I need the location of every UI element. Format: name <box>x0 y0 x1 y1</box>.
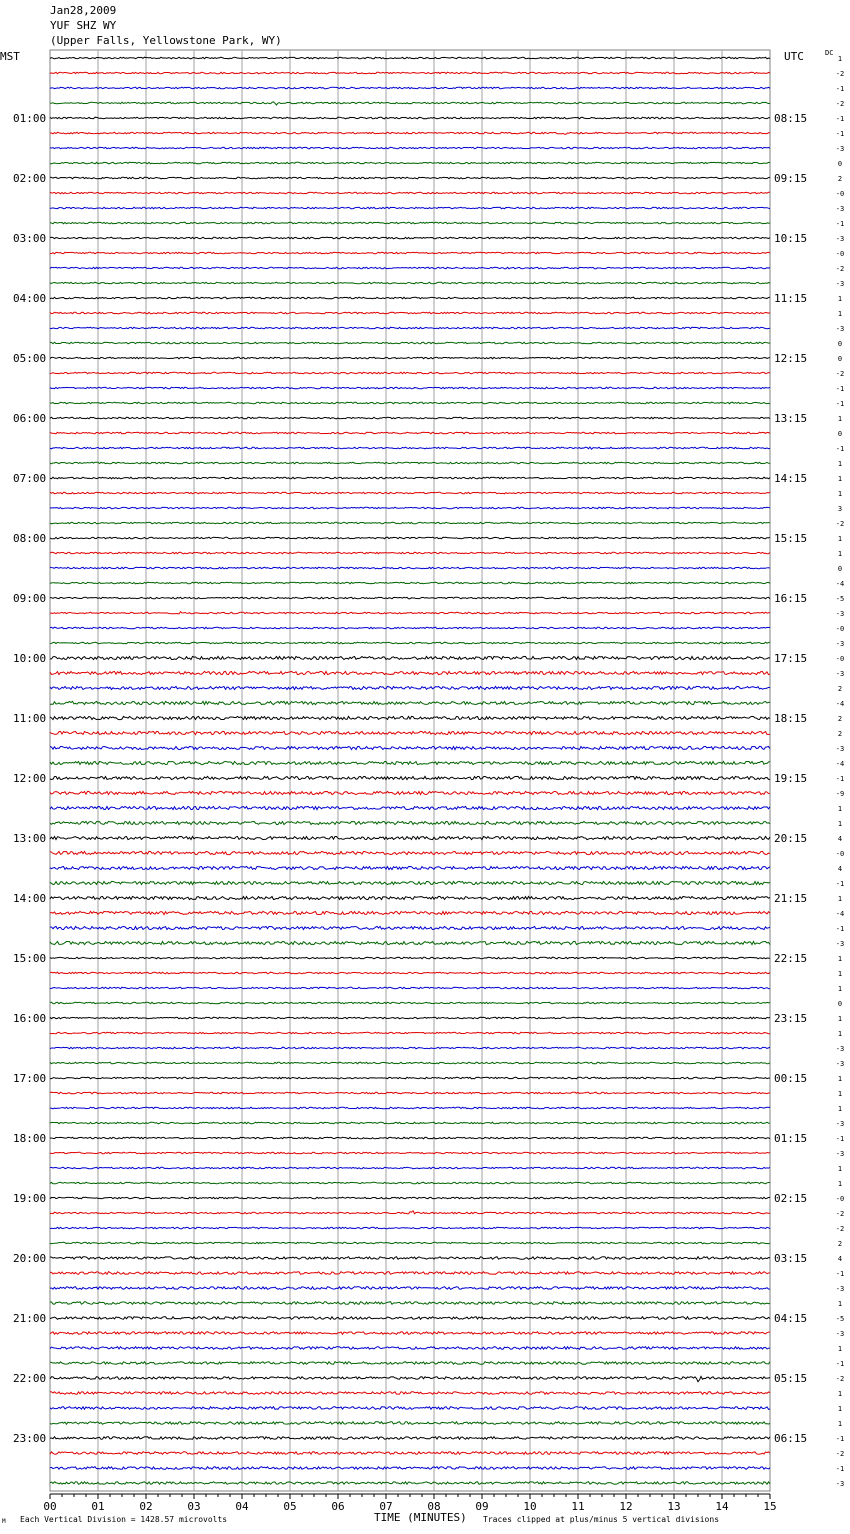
right-time-label: 14:15 <box>774 472 808 485</box>
trace-row <box>50 1437 770 1440</box>
dc-offset-label: -3 <box>835 235 845 243</box>
dc-offset-label: 1 <box>837 490 843 498</box>
trace-row <box>50 1482 770 1485</box>
dc-offset-label: -4 <box>835 580 845 588</box>
dc-offset-label: -9 <box>835 790 845 798</box>
dc-offset-label: -3 <box>835 1330 845 1338</box>
right-time-label: 16:15 <box>774 592 808 605</box>
left-time-label: 03:00 <box>13 232 47 245</box>
dc-offset-label: -3 <box>835 610 845 618</box>
right-time-label: 02:15 <box>774 1192 808 1205</box>
trace-row <box>50 552 770 554</box>
trace-row <box>50 1392 770 1395</box>
dc-offset-label: -5 <box>835 595 845 603</box>
trace-row <box>50 866 770 869</box>
trace-row <box>50 612 770 614</box>
dc-offset-label: 1 <box>837 970 843 978</box>
trace-row <box>50 1467 770 1470</box>
trace-row <box>50 746 770 749</box>
dc-offset-label: 1 <box>837 310 843 318</box>
trace-row <box>50 1257 770 1260</box>
dc-offset-label: 1 <box>837 1030 843 1038</box>
left-time-label: 04:00 <box>13 292 47 305</box>
dc-offset-label: -2 <box>835 1225 845 1233</box>
trace-row <box>50 192 770 194</box>
dc-offset-label: 4 <box>837 835 843 843</box>
trace-row <box>50 731 770 734</box>
right-time-label: 00:15 <box>774 1072 808 1085</box>
left-time-label: 12:00 <box>13 772 47 785</box>
trace-row <box>50 417 770 419</box>
trace-row <box>50 791 770 794</box>
trace-row <box>50 1032 770 1034</box>
trace-row <box>50 1362 770 1365</box>
dc-offset-label: -0 <box>835 1195 845 1203</box>
trace-row <box>50 1376 770 1381</box>
dc-offset-label: 0 <box>837 160 843 168</box>
chart-location: (Upper Falls, Yellowstone Park, WY) <box>50 34 282 47</box>
dc-offset-label: 1 <box>837 460 843 468</box>
dc-offset-label: 1 <box>837 1015 843 1023</box>
dc-offset-label: -1 <box>835 1465 845 1473</box>
dc-offset-label: -5 <box>835 1315 845 1323</box>
dc-offset-label: -2 <box>835 520 845 528</box>
x-tick-label: 08 <box>427 1500 441 1513</box>
right-time-label: 13:15 <box>774 412 808 425</box>
plot-frame <box>50 50 770 1491</box>
dc-offset-label: 2 <box>837 730 843 738</box>
chart-station: YUF SHZ WY <box>50 19 117 32</box>
dc-offset-label: 1 <box>837 1105 843 1113</box>
dc-offset-label: -3 <box>835 1045 845 1053</box>
dc-offset-label: 1 <box>837 550 843 558</box>
trace-row <box>50 1242 770 1244</box>
dc-offset-label: 2 <box>837 715 843 723</box>
dc-offset-label: 4 <box>837 1255 843 1263</box>
dc-offset-label: 0 <box>837 565 843 573</box>
dc-offset-label: 1 <box>837 1090 843 1098</box>
dc-offset-label: -1 <box>835 925 845 933</box>
trace-row <box>50 387 770 389</box>
trace-row <box>50 372 770 374</box>
left-time-label: 15:00 <box>13 952 47 965</box>
trace-row <box>50 1152 770 1154</box>
trace-row <box>50 432 770 434</box>
left-timezone-label: MST <box>0 50 20 63</box>
dc-offset-label: 1 <box>837 1075 843 1083</box>
trace-row <box>50 492 770 494</box>
x-tick-label: 01 <box>91 1500 105 1513</box>
trace-row <box>50 447 770 449</box>
trace-row <box>50 222 770 224</box>
right-timezone-label: UTC <box>784 50 804 63</box>
trace-row <box>50 207 770 209</box>
dc-offset-label: 0 <box>837 340 843 348</box>
dc-offset-label: -1 <box>835 400 845 408</box>
dc-offset-label: -0 <box>835 625 845 633</box>
left-time-label: 02:00 <box>13 172 47 185</box>
right-time-label: 15:15 <box>774 532 808 545</box>
left-time-label: 22:00 <box>13 1372 47 1385</box>
trace-row <box>50 881 770 884</box>
dc-offset-label: 1 <box>837 535 843 543</box>
x-tick-label: 04 <box>235 1500 249 1513</box>
right-time-label: 18:15 <box>774 712 808 725</box>
trace-row <box>50 1017 770 1019</box>
x-tick-label: 15 <box>763 1500 777 1513</box>
trace-row <box>50 1302 770 1305</box>
dc-offset-label: -1 <box>835 775 845 783</box>
trace-row <box>50 1347 770 1350</box>
right-time-label: 10:15 <box>774 232 808 245</box>
dc-offset-label: -2 <box>835 370 845 378</box>
right-time-label: 09:15 <box>774 172 808 185</box>
dc-offset-label: 2 <box>837 685 843 693</box>
dc-offset-label: 0 <box>837 355 843 363</box>
trace-row <box>50 312 770 314</box>
dc-offset-label: 1 <box>837 805 843 813</box>
trace-row <box>50 957 770 959</box>
dc-offset-label: 4 <box>837 865 843 873</box>
trace-row <box>50 462 770 464</box>
trace-row <box>50 177 770 179</box>
trace-row <box>50 582 770 584</box>
trace-row <box>50 237 770 239</box>
trace-row <box>50 342 770 344</box>
left-time-label: 09:00 <box>13 592 47 605</box>
right-time-label: 01:15 <box>774 1132 808 1145</box>
trace-row <box>50 716 770 719</box>
dc-offset-label: -3 <box>835 1480 845 1488</box>
dc-offset-label: -3 <box>835 670 845 678</box>
dc-offset-label: 1 <box>837 475 843 483</box>
trace-row <box>50 522 770 524</box>
trace-row <box>50 911 770 914</box>
scale-note: Each Vertical Division = 1428.57 microvolts <box>20 1515 228 1524</box>
trace-row <box>50 87 770 89</box>
trace-row <box>50 477 770 479</box>
dc-offset-label: -4 <box>835 700 845 708</box>
dc-offset-label: -2 <box>835 100 845 108</box>
left-time-label: 20:00 <box>13 1252 47 1265</box>
dc-offset-label: 0 <box>837 1000 843 1008</box>
left-time-label: 11:00 <box>13 712 47 725</box>
right-time-label: 17:15 <box>774 652 808 665</box>
trace-row <box>50 1287 770 1290</box>
trace-row <box>50 1077 770 1079</box>
trace-row <box>50 642 770 644</box>
left-time-label: 01:00 <box>13 112 47 125</box>
left-time-label: 06:00 <box>13 412 47 425</box>
trace-row <box>50 671 770 674</box>
dc-offset-label: 1 <box>837 1345 843 1353</box>
trace-row <box>50 72 770 74</box>
dc-offset-label: 1 <box>837 955 843 963</box>
dc-offset-label: 1 <box>837 1420 843 1428</box>
dc-offset-label: 1 <box>837 985 843 993</box>
dc-offset-label: -1 <box>835 1135 845 1143</box>
trace-row <box>50 57 770 59</box>
left-time-label: 07:00 <box>13 472 47 485</box>
trace-row <box>50 1317 770 1320</box>
dc-offset-label: -1 <box>835 130 845 138</box>
x-tick-label: 06 <box>331 1500 345 1513</box>
trace-row <box>50 282 770 284</box>
x-tick-label: 05 <box>283 1500 297 1513</box>
dc-offset-label: -1 <box>835 385 845 393</box>
left-time-label: 23:00 <box>13 1432 47 1445</box>
trace-row <box>50 1182 770 1184</box>
dc-offset-label: -4 <box>835 760 845 768</box>
trace-row <box>50 1197 770 1199</box>
trace-row <box>50 821 770 824</box>
trace-row <box>50 806 770 809</box>
clip-note: Traces clipped at plus/minus 5 vertical divisions <box>483 1515 720 1524</box>
trace-row <box>50 972 770 974</box>
dc-offset-label: 1 <box>837 820 843 828</box>
trace-row <box>50 1107 770 1109</box>
dc-offset-label: -0 <box>835 850 845 858</box>
dc-offset-label: -3 <box>835 640 845 648</box>
left-time-label: 16:00 <box>13 1012 47 1025</box>
left-time-label: 14:00 <box>13 892 47 905</box>
dc-offset-label: 1 <box>837 895 843 903</box>
trace-row <box>50 1062 770 1064</box>
trace-row <box>50 1122 770 1124</box>
dc-offset-label: -3 <box>835 1285 845 1293</box>
dc-offset-label: -3 <box>835 145 845 153</box>
dc-offset-label: -3 <box>835 1150 845 1158</box>
dc-offset-label: -0 <box>835 250 845 258</box>
trace-row <box>50 1272 770 1275</box>
dc-offset-label: 3 <box>837 505 843 513</box>
left-time-label: 10:00 <box>13 652 47 665</box>
right-time-label: 03:15 <box>774 1252 808 1265</box>
x-tick-label: 12 <box>619 1500 633 1513</box>
trace-row <box>50 701 770 704</box>
dc-offset-label: 1 <box>837 295 843 303</box>
right-time-label: 06:15 <box>774 1432 808 1445</box>
x-tick-label: 03 <box>187 1500 201 1513</box>
left-time-label: 17:00 <box>13 1072 47 1085</box>
dc-offset-label: -0 <box>835 655 845 663</box>
right-time-label: 08:15 <box>774 112 808 125</box>
dc-offset-label: 2 <box>837 175 843 183</box>
trace-row <box>50 1092 770 1094</box>
trace-row <box>50 537 770 539</box>
dc-offset-label: -1 <box>835 1435 845 1443</box>
trace-row <box>50 941 770 944</box>
dc-offset-label: -2 <box>835 265 845 273</box>
dc-header-label: DC <box>825 49 834 57</box>
right-time-label: 05:15 <box>774 1372 808 1385</box>
dc-offset-label: 1 <box>837 1300 843 1308</box>
dc-offset-label: -3 <box>835 205 845 213</box>
dc-offset-label: 1 <box>837 415 843 423</box>
x-tick-label: 09 <box>475 1500 489 1513</box>
trace-row <box>50 926 770 929</box>
x-tick-label: 14 <box>715 1500 729 1513</box>
x-tick-label: 13 <box>667 1500 681 1513</box>
trace-row <box>50 656 770 659</box>
dc-offset-label: 1 <box>837 1165 843 1173</box>
dc-offset-label: -1 <box>835 445 845 453</box>
dc-offset-label: -1 <box>835 1270 845 1278</box>
trace-row <box>50 776 770 779</box>
trace-row <box>50 1407 770 1410</box>
left-time-label: 18:00 <box>13 1132 47 1145</box>
x-tick-label: 07 <box>379 1500 393 1513</box>
x-tick-label: 02 <box>139 1500 153 1513</box>
dc-offset-label: -3 <box>835 745 845 753</box>
right-time-label: 20:15 <box>774 832 808 845</box>
trace-row <box>50 117 770 119</box>
left-time-label: 05:00 <box>13 352 47 365</box>
trace-row <box>50 1211 770 1214</box>
trace-row <box>50 1227 770 1229</box>
dc-offset-label: -3 <box>835 940 845 948</box>
right-time-label: 22:15 <box>774 952 808 965</box>
left-time-label: 19:00 <box>13 1192 47 1205</box>
trace-row <box>50 147 770 149</box>
trace-row <box>50 1047 770 1049</box>
dc-offset-label: -1 <box>835 220 845 228</box>
x-tick-label: 10 <box>523 1500 537 1513</box>
dc-offset-label: 1 <box>837 1405 843 1413</box>
dc-offset-label: -4 <box>835 910 845 918</box>
dc-offset-label: -1 <box>835 115 845 123</box>
trace-row <box>50 761 770 764</box>
dc-offset-label: -2 <box>835 1375 845 1383</box>
dc-offset-label: -2 <box>835 1450 845 1458</box>
left-time-label: 08:00 <box>13 532 47 545</box>
trace-row <box>50 252 770 254</box>
right-time-label: 11:15 <box>774 292 808 305</box>
trace-row <box>50 1452 770 1455</box>
right-time-label: 04:15 <box>774 1312 808 1325</box>
dc-offset-label: -1 <box>835 1360 845 1368</box>
dc-offset-label: -1 <box>835 85 845 93</box>
trace-row <box>50 1332 770 1335</box>
trace-row <box>50 836 770 839</box>
trace-row <box>50 597 770 599</box>
x-tick-label: 00 <box>43 1500 57 1513</box>
dc-offset-label: 1 <box>837 1390 843 1398</box>
dc-offset-label: 0 <box>837 430 843 438</box>
trace-row <box>50 132 770 134</box>
dc-offset-label: 1 <box>837 1180 843 1188</box>
trace-row <box>50 327 770 329</box>
trace-row <box>50 1002 770 1004</box>
trace-row <box>50 896 770 899</box>
trace-row <box>50 102 770 105</box>
trace-row <box>50 297 770 299</box>
x-axis-label: TIME (MINUTES) <box>374 1511 467 1524</box>
trace-row <box>50 627 770 629</box>
dc-offset-label: -2 <box>835 1210 845 1218</box>
right-time-label: 19:15 <box>774 772 808 785</box>
trace-row <box>50 402 770 404</box>
dc-offset-label: 1 <box>837 55 843 63</box>
trace-row <box>50 357 770 359</box>
dc-offset-label: -3 <box>835 1060 845 1068</box>
trace-row <box>50 851 770 854</box>
dc-offset-label: -1 <box>835 880 845 888</box>
dc-offset-label: 2 <box>837 1240 843 1248</box>
trace-row <box>50 1167 770 1169</box>
dc-offset-label: -3 <box>835 325 845 333</box>
x-tick-label: 11 <box>571 1500 585 1513</box>
trace-row <box>50 267 770 269</box>
left-time-label: 13:00 <box>13 832 47 845</box>
corner-mark: M <box>2 1518 6 1525</box>
trace-row <box>50 162 770 164</box>
dc-offset-label: -3 <box>835 280 845 288</box>
trace-row <box>50 1422 770 1425</box>
left-time-label: 21:00 <box>13 1312 47 1325</box>
trace-row <box>50 987 770 989</box>
trace-row <box>50 1137 770 1139</box>
trace-row <box>50 507 770 509</box>
chart-date: Jan28,2009 <box>50 4 117 17</box>
dc-offset-label: -3 <box>835 1120 845 1128</box>
right-time-label: 12:15 <box>774 352 808 365</box>
right-time-label: 23:15 <box>774 1012 808 1025</box>
right-time-label: 21:15 <box>774 892 808 905</box>
dc-offset-label: -2 <box>835 70 845 78</box>
dc-offset-label: -0 <box>835 190 845 198</box>
trace-row <box>50 567 770 569</box>
trace-row <box>50 686 770 689</box>
